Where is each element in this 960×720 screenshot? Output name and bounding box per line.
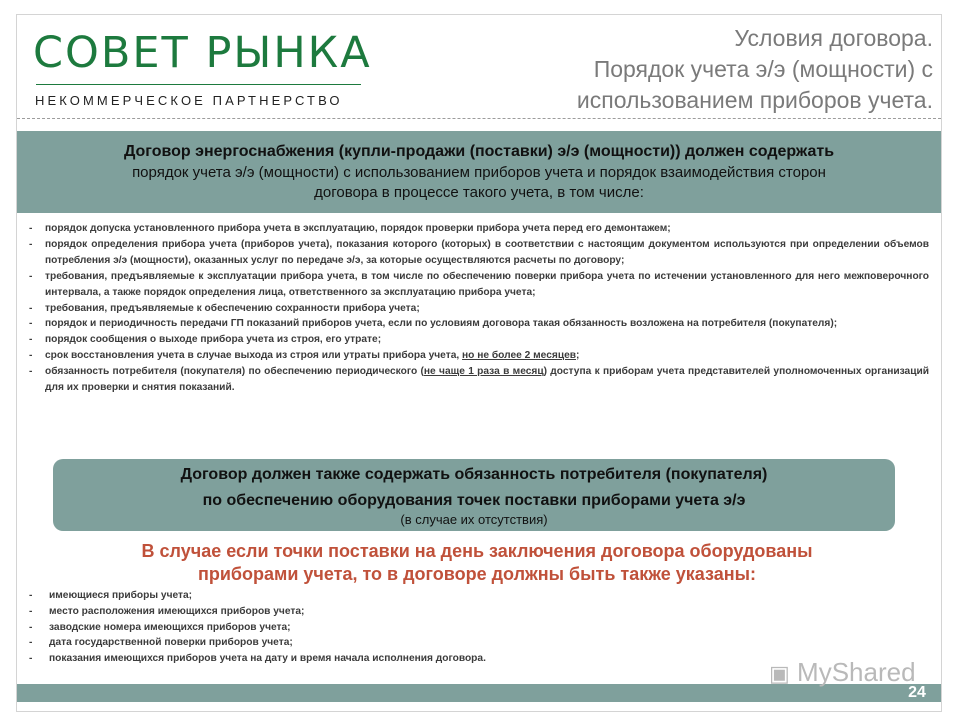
list-item: [29, 635, 929, 651]
list-item: [29, 364, 929, 396]
list-item-text: заводские номера имеющихся приборов учета;: [49, 621, 291, 633]
list-item: [29, 316, 929, 332]
list-item: [29, 604, 929, 620]
list-item-text: [45, 366, 929, 393]
equipped-points-notice: [47, 540, 907, 586]
list-item-text: порядок сообщения о выходе прибора учета из строя, его утрате;: [45, 334, 382, 346]
heading-line-3: использованием приборов учета.: [576, 87, 933, 113]
bullet-dash: -: [29, 238, 33, 250]
list-item: [29, 269, 929, 301]
list-item: [29, 221, 929, 237]
list-item-text: требования, предъявляемые к обеспечению сохранности прибора учета;: [45, 302, 420, 314]
bullet-dash: -: [29, 223, 33, 234]
bullet-dash: -: [29, 605, 33, 617]
list-item-text: [45, 350, 579, 361]
logo-subtitle: НЕКОММЕРЧЕСКОЕ ПАРТНЕРСТВО: [35, 93, 343, 108]
bullet-dash: -: [29, 334, 33, 346]
bullet-dash: -: [29, 366, 33, 378]
bullet-dash: -: [29, 653, 33, 665]
list-item-text: имеющиеся приборы учета;: [49, 590, 193, 601]
bullet-dash: -: [29, 302, 33, 314]
requirements-list: [29, 221, 929, 396]
list-item: [29, 301, 929, 317]
bullet-dash: -: [29, 590, 33, 601]
slide-heading: [463, 23, 933, 116]
bullet-dash: -: [29, 350, 33, 362]
list-item: [29, 588, 929, 604]
frequency-underlined: не чаще 1 раза в месяц: [423, 366, 544, 378]
list-item-text: дата государственной поверки приборов учета;: [49, 637, 293, 649]
meter-details-list: [29, 588, 929, 667]
list-item-text: порядок определения прибора учета (приборов учета), показания которого (которых) в соответствии с настоящим документом используются при определении объемов потребления э/э (мощности), оказанных услуг по передаче э/э, за которые осуществляются расчеты по договору;: [45, 238, 929, 266]
item8-end: ) доступа к приборам учета представителей уполномоченных организаций для их проверки и снятия показаний.: [45, 366, 929, 394]
list-item-text: требования, предъявляемые к эксплуатации прибора учета, в том числе по обеспечению поверки прибора учета по истечении установленного для него межповерочного интервала, а также порядок определения лица, ответственного за эксплуатацию прибора учета;: [45, 270, 929, 298]
heading-line-2: Порядок учета э/э (мощности) с: [593, 56, 933, 82]
box2-line-3: (в случае их отсутствия): [400, 512, 548, 527]
bullet-dash: -: [29, 621, 33, 633]
watermark-icon: ▣: [769, 661, 790, 686]
box2-line-2: по обеспечению оборудования точек поставки приборами учета э/э: [202, 492, 746, 509]
list-item: [29, 348, 929, 364]
deadline-underlined: но не более 2 месяцев: [462, 350, 577, 362]
item7-text: срок восстановления учета в случае выхода из строя или утраты прибора учета,: [45, 350, 463, 362]
item7-end: ;: [576, 350, 580, 362]
notice-line-2: приборами учета, то в договоре должны быть также указаны:: [197, 564, 756, 584]
logo-title: СОВЕТ РЫНКА: [33, 28, 372, 78]
bullet-dash: -: [29, 318, 33, 330]
notice-line-1: В случае если точки поставки на день заключения договора оборудованы: [141, 541, 813, 561]
list-item-text: порядок допуска установленного прибора учета в эксплуатацию, порядок проверки прибора учета перед его демонтажем;: [45, 223, 671, 234]
contract-requirements-box: [17, 131, 941, 213]
box1-line-2: порядок учета э/э (мощности) с использованием приборов учета и порядок взаимодействия сторон: [132, 164, 826, 181]
list-item: [29, 620, 929, 636]
dashed-divider: [17, 118, 941, 119]
page-number: 24: [908, 684, 926, 701]
list-item: [29, 332, 929, 348]
list-item-text: место расположения имеющихся приборов учета;: [49, 605, 305, 617]
list-item: [29, 237, 929, 269]
box1-line-1: Договор энергоснабжения (купли-продажи (поставки) э/э (мощности)) должен содержать: [123, 143, 835, 160]
bullet-dash: -: [29, 637, 33, 649]
list-item-text: показания имеющихся приборов учета на дату и время начала исполнения договора.: [49, 653, 486, 665]
heading-line-1: Условия договора.: [734, 25, 933, 51]
box1-line-3: договора в процессе такого учета, в том числе:: [314, 184, 644, 201]
logo-divider: [36, 84, 361, 85]
list-item-text: порядок и периодичность передачи ГП показаний приборов учета, если по условиям договора такая обязанность возложена на потребителя (покупателя);: [45, 318, 838, 330]
box2-line-1: Договор должен также содержать обязанность потребителя (покупателя): [180, 466, 768, 483]
slide: [16, 14, 942, 712]
bullet-dash: -: [29, 270, 33, 282]
item8-text: обязанность потребителя (покупателя) по обеспечению периодического (: [45, 366, 424, 378]
watermark: [769, 657, 916, 689]
watermark-text: MyShared: [797, 657, 916, 687]
metering-obligation-box: [53, 459, 895, 531]
